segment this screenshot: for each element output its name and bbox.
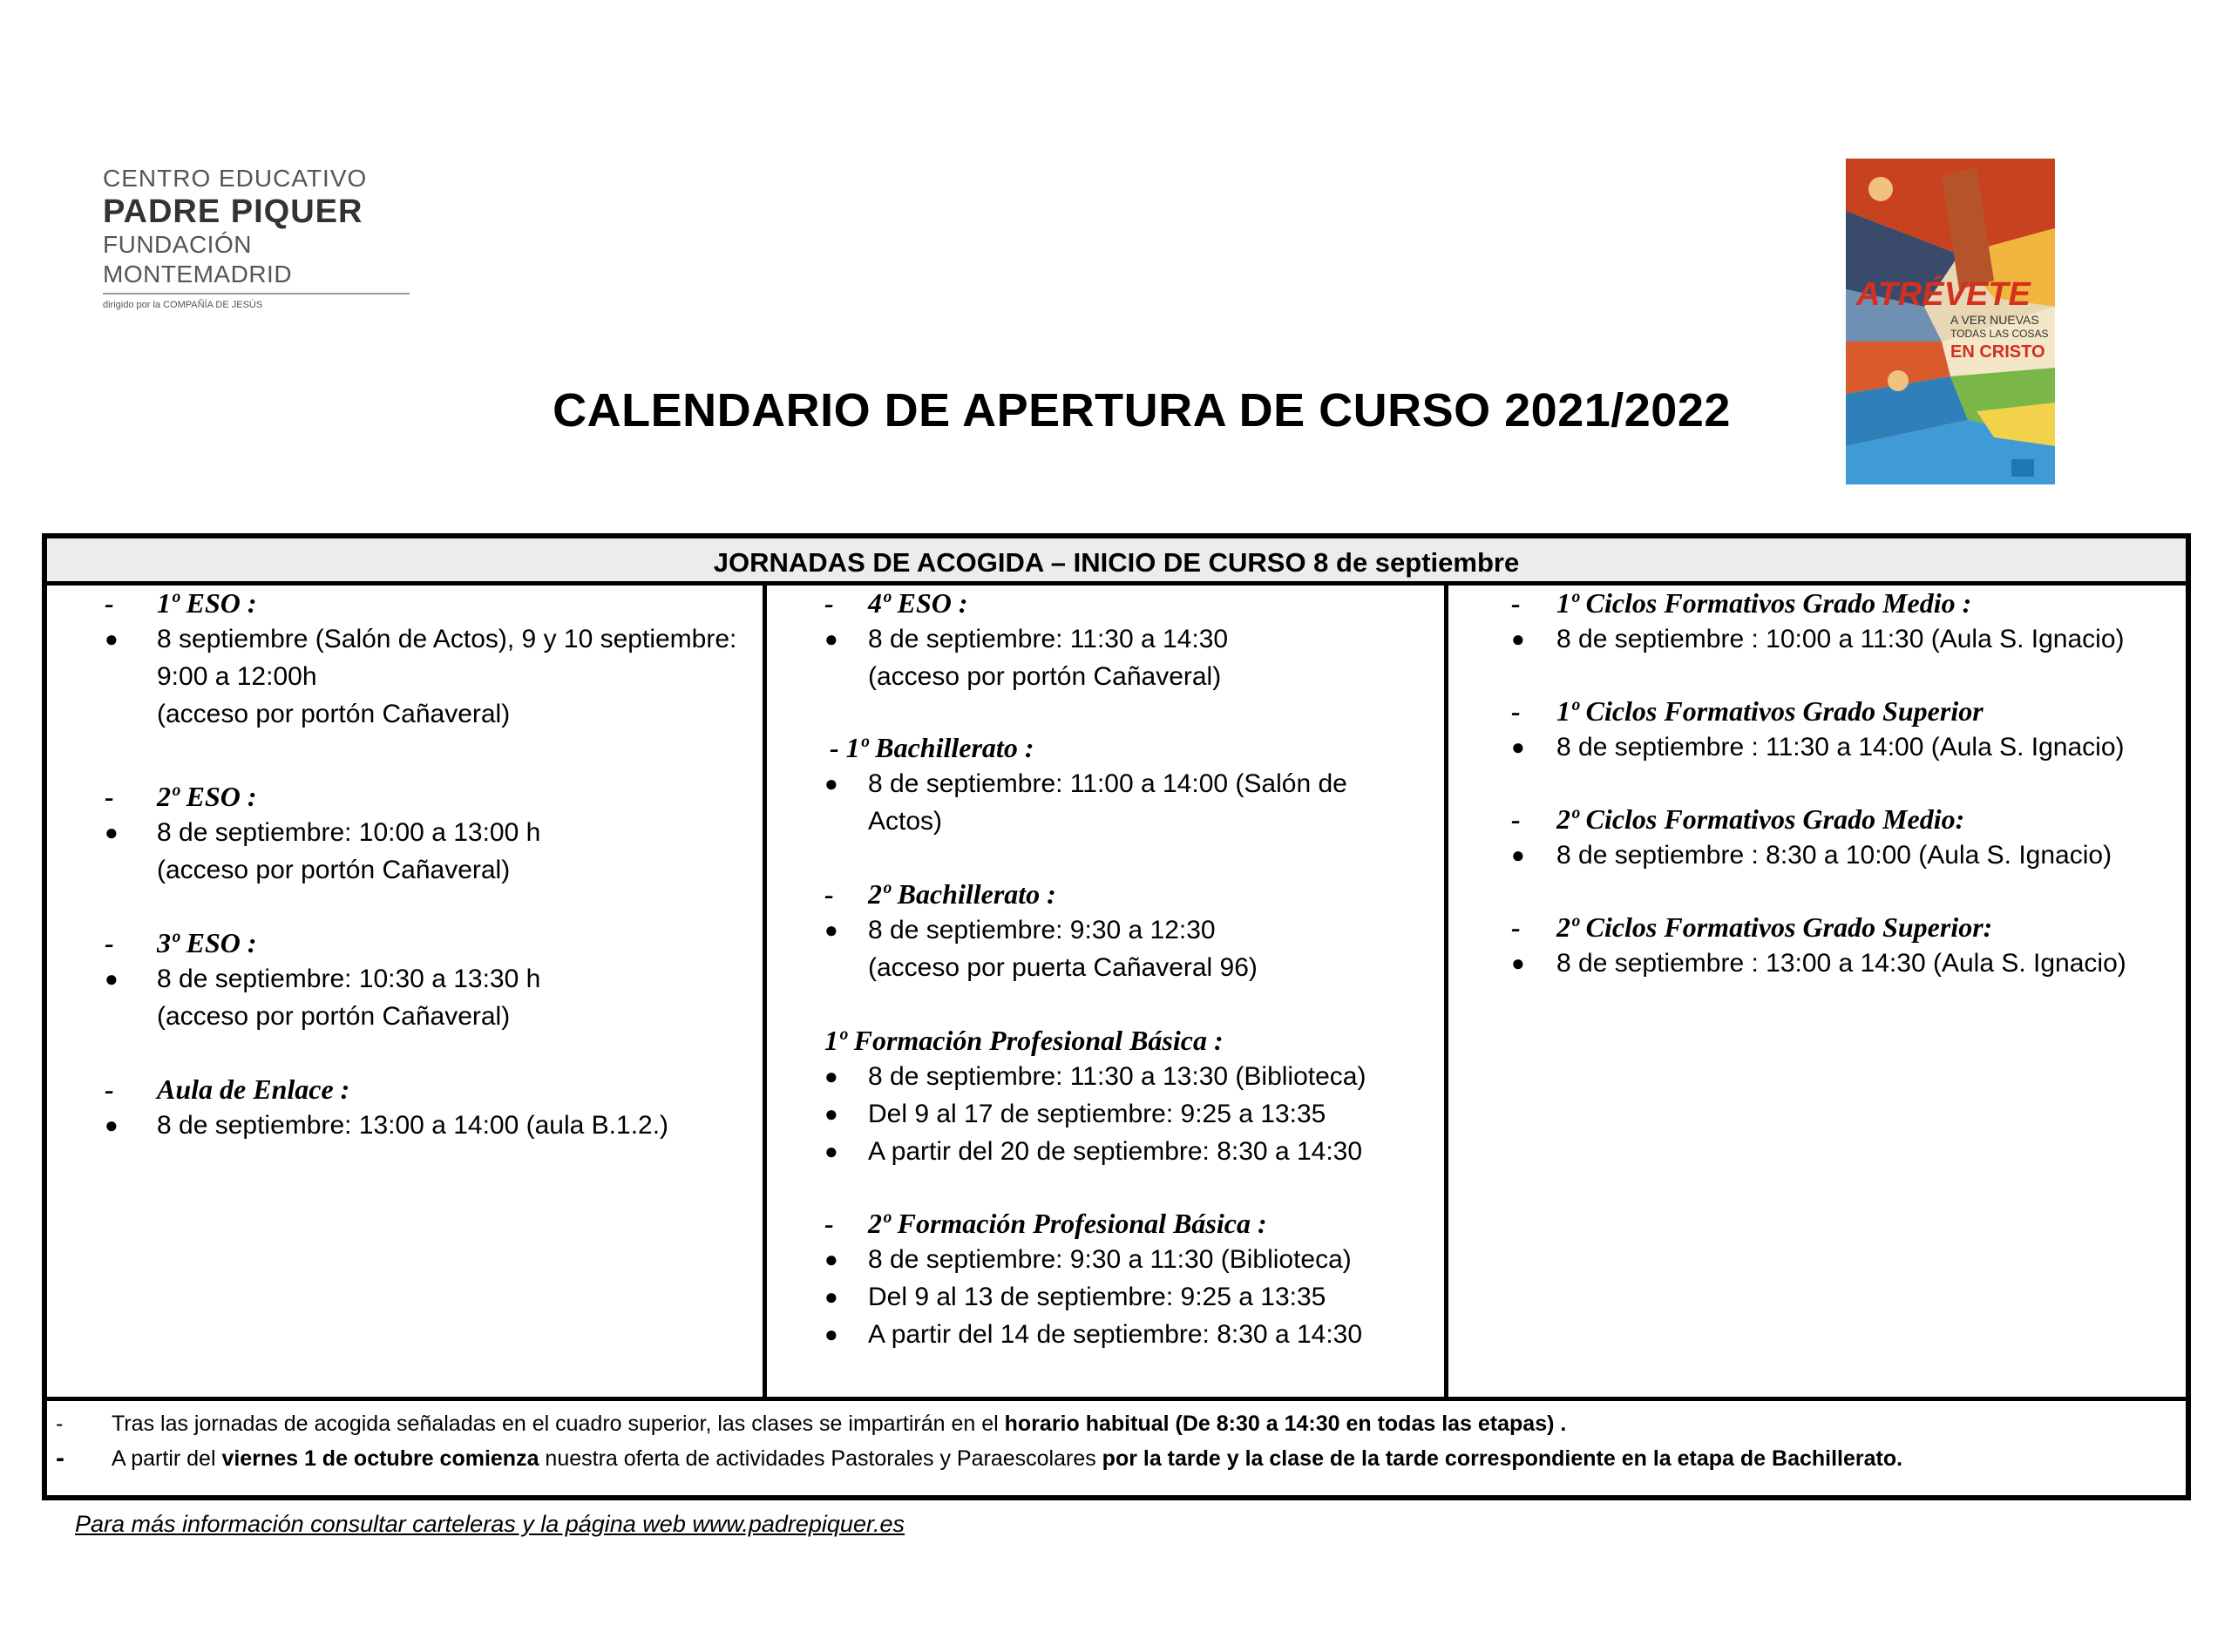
- section-3-eso: [105, 925, 540, 1035]
- note-text-part: Tras las jornadas de acogida señaladas en el cuadro superior, las clases se impartirán en el: [112, 1412, 1005, 1436]
- note-text-bold: viernes 1 de octubre comienza: [221, 1446, 539, 1471]
- item-access-note: (acceso por puerta Cañaveral 96): [868, 953, 1258, 982]
- poster-subtitle-3: EN CRISTO: [1950, 342, 2045, 362]
- note-text-part: A partir del: [112, 1446, 222, 1471]
- column-ciclos-formativos: [1448, 586, 2191, 1397]
- dash-marker: -: [105, 927, 114, 958]
- section-1-fpb: [824, 1023, 1366, 1170]
- bullet-icon: ●: [105, 1112, 119, 1138]
- section-heading: [105, 1072, 668, 1107]
- item-text: 8 de septiembre: 10:30 a 13:30 h: [157, 965, 541, 993]
- item-text: 8 de septiembre: 11:30 a 13:30 (Biblioteca): [868, 1062, 1366, 1091]
- schedule-table: [42, 533, 2191, 1500]
- dash-marker: -: [56, 1444, 64, 1473]
- school-logo: [103, 164, 417, 310]
- list-item: [824, 1058, 1366, 1095]
- section-1-cfgs: [1511, 694, 2125, 766]
- section-aula-enlace: [105, 1072, 668, 1144]
- item-text: A partir del 20 de septiembre: 8:30 a 14:30: [868, 1137, 1363, 1166]
- item-text-cont: 9:00 a 12:00h: [157, 662, 317, 691]
- item-text: 8 de septiembre: 9:30 a 12:30: [868, 916, 1216, 944]
- item-text: 8 de septiembre: 13:00 a 14:00 (aula B.1.2.): [157, 1111, 669, 1140]
- item-text: Del 9 al 13 de septiembre: 9:25 a 13:35: [868, 1283, 1326, 1311]
- note-text-bold: por la tarde y la clase de la tarde correspondiente en la etapa de Bachillerato.: [1102, 1446, 1903, 1471]
- item-text: 8 de septiembre: 9:30 a 11:30 (Biblioteca): [868, 1245, 1352, 1274]
- section-1-eso: [105, 586, 736, 733]
- bullet-icon: ●: [824, 1321, 838, 1347]
- table-notes: [47, 1397, 2186, 1495]
- bullet-icon: ●: [824, 1283, 838, 1310]
- section-label: 4º ESO :: [868, 587, 968, 619]
- item-text: Del 9 al 17 de septiembre: 9:25 a 13:35: [868, 1100, 1326, 1128]
- list-item: [105, 960, 540, 1035]
- section-label: 2º Formación Profesional Básica :: [868, 1208, 1267, 1239]
- section-label: - 1º Bachillerato :: [830, 732, 1034, 763]
- bullet-icon: ●: [1511, 626, 1525, 652]
- bullet-icon: ●: [824, 626, 838, 652]
- bullet-icon: ●: [1511, 842, 1525, 868]
- list-item: [824, 911, 1258, 986]
- section-4-eso: [824, 586, 1228, 695]
- bullet-icon: ●: [105, 965, 119, 992]
- section-2-eso: [105, 779, 540, 889]
- dash-marker: -: [105, 587, 114, 619]
- bullet-icon: ●: [1511, 734, 1525, 760]
- poster-title-text: ATRÉVETE: [1856, 276, 2031, 313]
- item-access-note: (acceso por portón Cañaveral): [157, 1002, 511, 1031]
- item-text: 8 de septiembre : 10:00 a 11:30 (Aula S. Ignacio): [1556, 625, 2125, 653]
- item-text: 8 de septiembre: 11:00 a 14:00 (Salón de: [868, 769, 1347, 798]
- item-text: 8 septiembre (Salón de Actos), 9 y 10 septiembre:: [157, 625, 737, 653]
- item-text: 8 de septiembre : 8:30 a 10:00 (Aula S. Ignacio): [1556, 841, 2112, 870]
- dash-marker: -: [824, 1208, 834, 1239]
- bullet-icon: ●: [105, 626, 119, 652]
- bullet-icon: ●: [824, 1063, 838, 1089]
- bullet-icon: ●: [824, 1246, 838, 1272]
- section-label: 2º Bachillerato :: [868, 878, 1056, 910]
- page-title: CALENDARIO DE APERTURA DE CURSO 2021/2022: [553, 384, 1731, 437]
- bullet-icon: ●: [1511, 950, 1525, 976]
- bullet-icon: ●: [824, 1100, 838, 1127]
- bullet-icon: ●: [824, 1138, 838, 1164]
- list-item: [1511, 728, 2125, 766]
- dash-marker: -: [1511, 695, 1521, 727]
- dash-marker: -: [1511, 911, 1521, 943]
- section-heading: [105, 925, 540, 960]
- section-label: 1º Ciclos Formativos Grado Superior: [1556, 695, 1983, 727]
- section-label: 1º Formación Profesional Básica :: [824, 1025, 1224, 1056]
- section-heading: [1511, 694, 2125, 728]
- logo-line-padre-piquer: PADRE PIQUER: [103, 193, 363, 230]
- section-heading: [105, 586, 736, 620]
- section-2-bachillerato: [824, 877, 1258, 986]
- list-item: [1511, 620, 2125, 658]
- section-label: 1º Ciclos Formativos Grado Medio :: [1556, 587, 1972, 619]
- section-label: 2º Ciclos Formativos Grado Medio:: [1556, 803, 1965, 835]
- section-1-bachillerato: [824, 730, 1347, 840]
- item-text: 8 de septiembre : 13:00 a 14:30 (Aula S. Ignacio): [1556, 949, 2126, 978]
- section-heading: [824, 1023, 1366, 1058]
- item-text: 8 de septiembre : 11:30 a 14:00 (Aula S. Ignacio): [1556, 733, 2125, 762]
- item-text: A partir del 14 de septiembre: 8:30 a 14:30: [868, 1320, 1363, 1349]
- section-heading: [824, 1206, 1362, 1241]
- section-heading: [1511, 586, 2125, 620]
- section-2-fpb: [824, 1206, 1362, 1353]
- bullet-icon: ●: [824, 770, 838, 796]
- list-item: [824, 1278, 1362, 1316]
- dash-marker: -: [824, 587, 834, 619]
- poster-subtitle-2: TODAS LAS COSAS: [1950, 328, 2049, 340]
- bullet-icon: ●: [824, 917, 838, 943]
- section-label: Aula de Enlace :: [157, 1073, 350, 1105]
- list-item: [824, 1241, 1362, 1278]
- item-text: 8 de septiembre: 11:30 a 14:30: [868, 625, 1229, 653]
- more-info-link[interactable]: Para más información consultar carteleras y la página web www.padrepiquer.es: [75, 1511, 905, 1537]
- section-heading: [1511, 802, 2112, 836]
- item-text-cont: Actos): [868, 807, 943, 836]
- dash-marker: -: [824, 878, 834, 910]
- section-label: 1º ESO :: [157, 587, 257, 619]
- item-access-note: (acceso por portón Cañaveral): [157, 700, 511, 728]
- section-1-cfgm: [1511, 586, 2125, 658]
- list-item: [105, 814, 540, 889]
- list-item: [824, 620, 1228, 695]
- table-header: JORNADAS DE ACOGIDA – INICIO DE CURSO 8 de septiembre: [47, 538, 2186, 586]
- dash-marker: -: [105, 781, 114, 812]
- logo-line-fundacion: FUNDACIÓN MONTEMADRID: [103, 230, 410, 295]
- bullet-icon: ●: [105, 819, 119, 845]
- column-eso: [47, 586, 767, 1397]
- list-item: [1511, 944, 2126, 982]
- logo-line-compania: dirigido por la COMPAÑÍA DE JESÚS: [103, 300, 263, 310]
- item-access-note: (acceso por portón Cañaveral): [868, 662, 1222, 691]
- list-item: [105, 1107, 668, 1144]
- section-label: 2º ESO :: [157, 781, 257, 812]
- dash-marker: -: [56, 1412, 64, 1436]
- dash-marker: -: [1511, 803, 1521, 835]
- list-item: [824, 1133, 1366, 1170]
- section-label: 2º Ciclos Formativos Grado Superior:: [1556, 911, 1993, 943]
- section-heading: [1511, 910, 2126, 944]
- section-heading: [824, 877, 1258, 911]
- note-text: [112, 1406, 1566, 1441]
- logo-line-centro: CENTRO EDUCATIVO: [103, 165, 368, 192]
- section-label: 3º ESO :: [157, 927, 257, 958]
- section-2-cfgm: [1511, 802, 2112, 874]
- list-item: [824, 1316, 1362, 1353]
- section-heading: [824, 730, 1347, 765]
- list-item: [824, 1095, 1366, 1133]
- note-text: [112, 1441, 1902, 1476]
- dash-marker: -: [105, 1073, 114, 1105]
- poster-subtitle-1: A VER NUEVAS: [1950, 313, 2039, 327]
- list-item: [105, 620, 736, 733]
- item-text: 8 de septiembre: 10:00 a 13:00 h: [157, 818, 541, 847]
- item-access-note: (acceso por portón Cañaveral): [157, 856, 511, 884]
- section-2-cfgs: [1511, 910, 2126, 982]
- note-text-bold: horario habitual (De 8:30 a 14:30 en todas las etapas) .: [1004, 1412, 1567, 1436]
- list-item: [824, 765, 1347, 840]
- dash-marker: -: [1511, 587, 1521, 619]
- list-item: [1511, 836, 2112, 874]
- section-heading: [824, 586, 1228, 620]
- section-heading: [105, 779, 540, 814]
- note-text-part: nuestra oferta de actividades Pastorales y Paraescolares: [539, 1446, 1102, 1471]
- column-eso4-bachillerato-fpb: [767, 586, 1448, 1397]
